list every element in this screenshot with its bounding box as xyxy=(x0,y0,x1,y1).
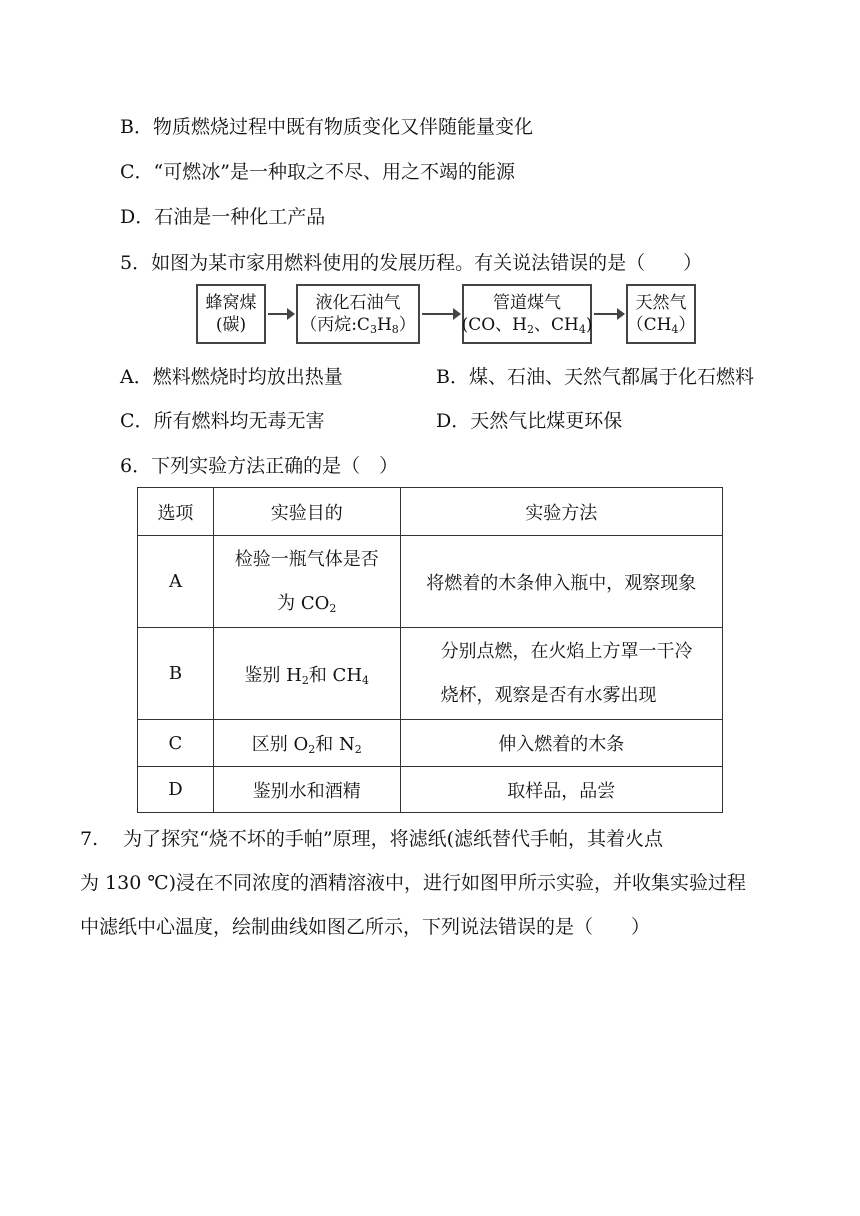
q5-options-row-2 xyxy=(120,408,780,434)
q5-option-a: A．燃料燃烧时均放出热量 xyxy=(120,366,343,388)
option-cell: C xyxy=(138,720,214,767)
flow-arrow xyxy=(268,313,294,315)
q6-question: 6．下列实验方法正确的是（ ） xyxy=(120,455,399,477)
method-cell: 将燃着的木条伸入瓶中，观察现象 xyxy=(400,536,722,628)
flow-box-formula: (CO、$H_2$、$CH_4$) xyxy=(461,315,593,336)
table-row xyxy=(138,720,723,767)
q7-line-1: 7. 为了探究“烧不坏的手帕”原理，将滤纸(滤纸替代手帕，其着火点 xyxy=(80,828,664,850)
q6-table xyxy=(137,487,723,813)
goal-cell: 鉴别 $H_2$和 $CH_4$ xyxy=(213,628,400,720)
goal-cell: 检验一瓶气体是否 为 $CO_2$ xyxy=(213,536,400,628)
flow-arrow xyxy=(422,313,460,315)
flow-box-lpg xyxy=(296,284,420,344)
q4-option-d: D．石油是一种化工产品 xyxy=(120,206,326,228)
method-cell: 伸入燃着的木条 xyxy=(400,720,722,767)
option-cell: B xyxy=(138,628,214,720)
q5-option-d: D．天然气比煤更环保 xyxy=(436,410,623,432)
flow-box-honeycomb-coal xyxy=(196,284,266,344)
flow-box-name: 液化石油气 xyxy=(315,293,401,313)
goal-cell: 鉴别水和酒精 xyxy=(213,767,400,813)
method-cell: 取样品，品尝 xyxy=(400,767,722,813)
option-cell: A xyxy=(138,536,214,628)
table-row xyxy=(138,628,723,720)
flow-box-natural-gas xyxy=(626,284,696,344)
table-row xyxy=(138,536,723,628)
flow-box-pipeline-gas xyxy=(462,284,592,344)
table-row xyxy=(138,767,723,813)
q4-option-b: B．物质燃烧过程中既有物质变化又伴随能量变化 xyxy=(120,116,533,138)
flow-box-name: 管道煤气 xyxy=(493,293,561,313)
flow-arrow xyxy=(594,313,624,315)
table-header-row xyxy=(138,488,723,536)
flow-box-name: 天然气 xyxy=(635,293,687,313)
table-header-cell: 选项 xyxy=(138,488,214,536)
q5-question: 5．如图为某市家用燃料使用的发展历程。有关说法错误的是（ ） xyxy=(120,252,703,274)
q5-option-c: C．所有燃料均无毒无害 xyxy=(120,410,325,432)
q4-option-c: C．“可燃冰”是一种取之不尽、用之不竭的能源 xyxy=(120,161,515,183)
fuel-flow-diagram xyxy=(196,284,696,348)
flow-box-formula: $(CH_4)$ xyxy=(626,315,696,336)
q5-option-b: B．煤、石油、天然气都属于化石燃料 xyxy=(436,366,754,388)
table-header-cell: 实验目的 xyxy=(213,488,400,536)
flow-box-formula: （丙烷$:C_3H_8$） xyxy=(300,315,416,336)
flow-box-name: 蜂窝煤 xyxy=(205,293,257,313)
q7-line-2: 为 130 ℃)浸在不同浓度的酒精溶液中，进行如图甲所示实验，并收集实验过程 xyxy=(80,872,747,894)
option-cell: D xyxy=(138,767,214,813)
q7-line-3: 中滤纸中心温度，绘制曲线如图乙所示，下列说法错误的是（ ） xyxy=(80,916,651,938)
table-header-cell: 实验方法 xyxy=(400,488,722,536)
goal-cell: 区别 $O_2$和 $N_2$ xyxy=(213,720,400,767)
method-cell: 分别点燃，在火焰上方罩一干冷 烧杯，观察是否有水雾出现 xyxy=(400,628,722,720)
q5-options-row-1 xyxy=(120,364,780,390)
flow-box-formula: (碳) xyxy=(215,315,247,335)
